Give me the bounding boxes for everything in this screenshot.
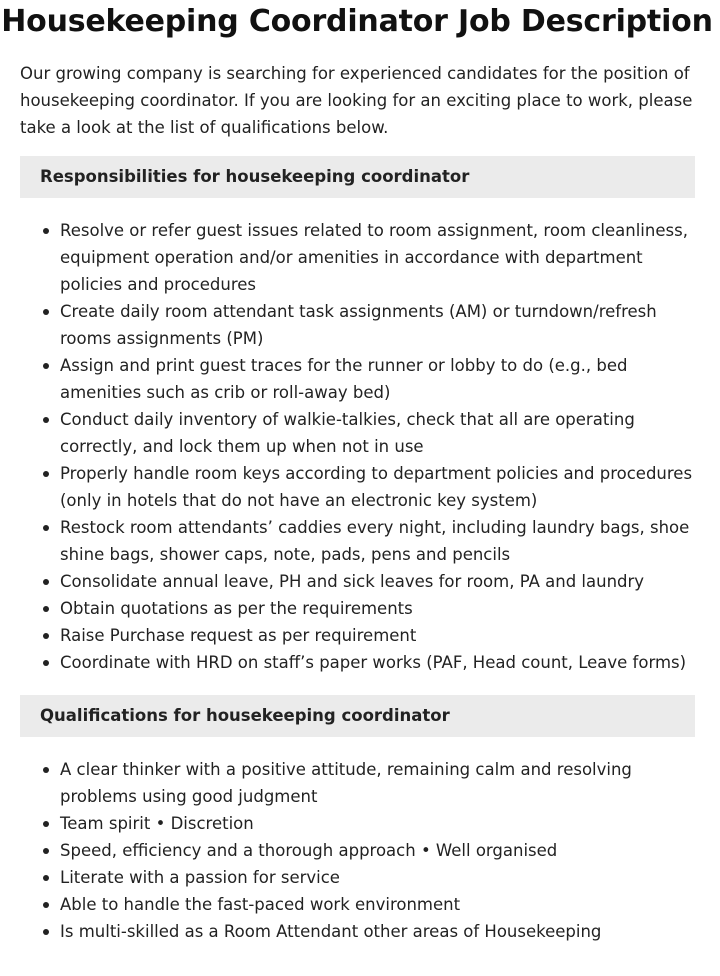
responsibilities-list bbox=[20, 217, 695, 676]
list-item: Properly handle room keys according to department policies and procedures (only in hotels that do not have an electronic key system) bbox=[60, 460, 695, 514]
qualifications-list bbox=[20, 756, 695, 945]
qualifications-heading: Qualifications for housekeeping coordinator bbox=[20, 695, 695, 737]
list-item: Obtain quotations as per the requirements bbox=[60, 595, 695, 622]
list-item: Resolve or refer guest issues related to room assignment, room cleanliness, equipment operation and/or amenities in accordance with department policies and procedures bbox=[60, 217, 695, 298]
list-item: Literate with a passion for service bbox=[60, 864, 695, 891]
list-item: Is multi-skilled as a Room Attendant other areas of Housekeeping bbox=[60, 918, 695, 945]
list-item: Consolidate annual leave, PH and sick leaves for room, PA and laundry bbox=[60, 568, 695, 595]
responsibilities-heading: Responsibilities for housekeeping coordinator bbox=[20, 156, 695, 198]
list-item: Create daily room attendant task assignments (AM) or turndown/refresh rooms assignments (PM) bbox=[60, 298, 695, 352]
list-item: Restock room attendants’ caddies every night, including laundry bags, shoe shine bags, shower caps, note, pads, pens and pencils bbox=[60, 514, 695, 568]
list-item: Conduct daily inventory of walkie-talkies, check that all are operating correctly, and lock them up when not in use bbox=[60, 406, 695, 460]
list-item: Coordinate with HRD on staff’s paper works (PAF, Head count, Leave forms) bbox=[60, 649, 695, 676]
list-item: Raise Purchase request as per requirement bbox=[60, 622, 695, 649]
intro-paragraph: Our growing company is searching for experienced candidates for the position of housekeeping coordinator. If you are looking for an exciting place to work, please take a look at the list of qualifications below. bbox=[20, 64, 693, 137]
list-item: Speed, efficiency and a thorough approach • Well organised bbox=[60, 837, 695, 864]
list-item: Assign and print guest traces for the runner or lobby to do (e.g., bed amenities such as crib or roll-away bed) bbox=[60, 352, 695, 406]
list-item: A clear thinker with a positive attitude, remaining calm and resolving problems using good judgment bbox=[60, 756, 695, 810]
page-title: Housekeeping Coordinator Job Description bbox=[1, 4, 713, 39]
list-item: Team spirit • Discretion bbox=[60, 810, 695, 837]
list-item: Able to handle the fast-paced work environment bbox=[60, 891, 695, 918]
